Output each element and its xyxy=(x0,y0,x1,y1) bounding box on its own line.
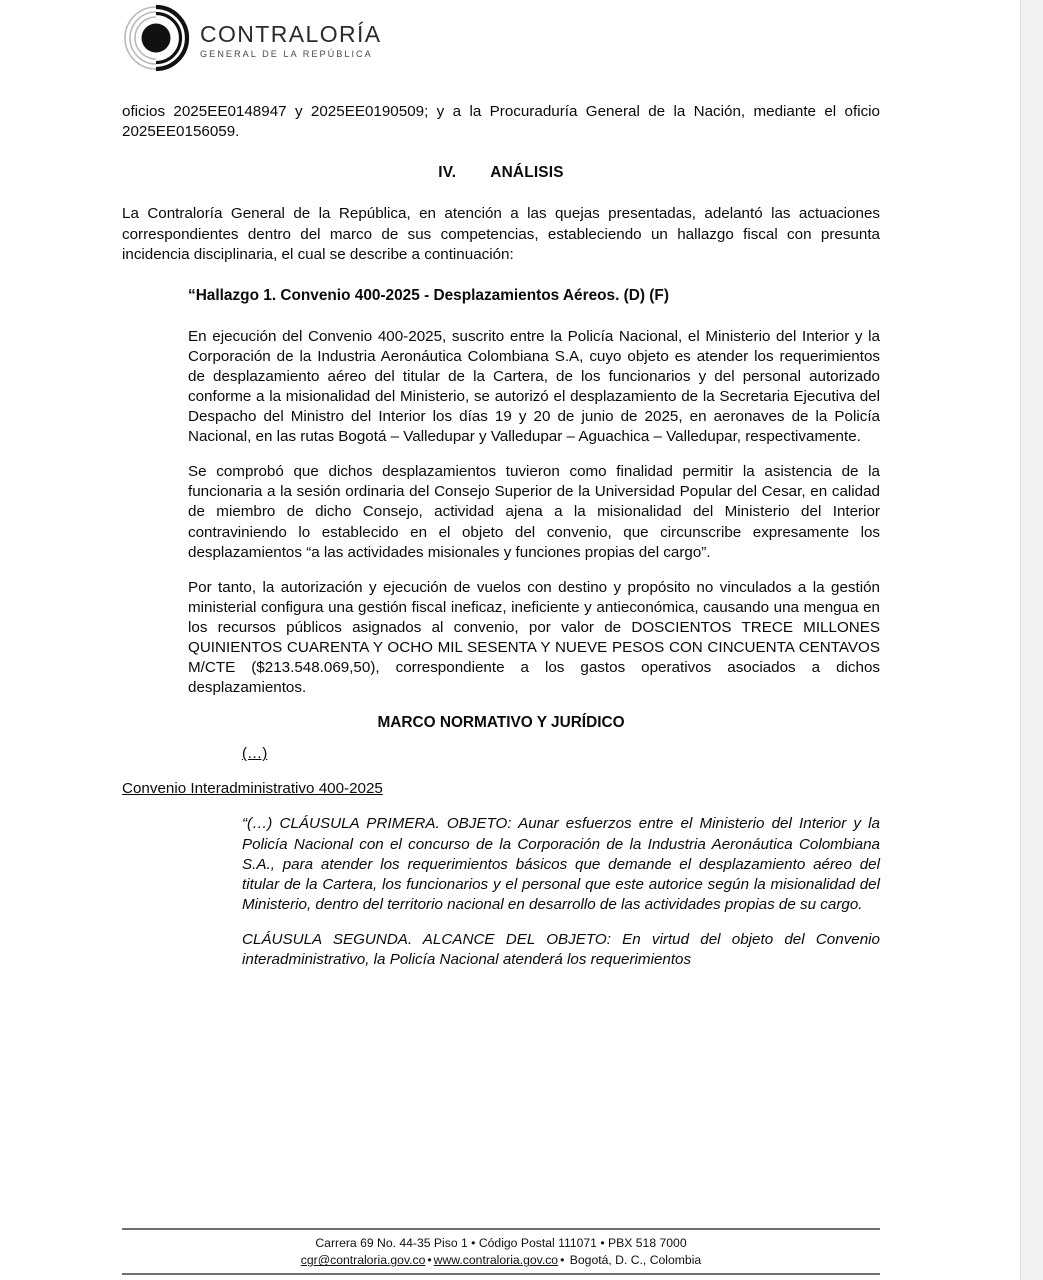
logo-wordmark-main: CONTRALORÍA xyxy=(200,20,382,47)
clausula-segunda: CLÁUSULA SEGUNDA. ALCANCE DEL OBJETO: En virtud del objeto del Convenio interadministrativo, la Policía Nacional atenderá los requerimientos xyxy=(242,930,880,968)
intro-paragraph: La Contraloría General de la República, en atención a las quejas presentadas, adelantó las actuaciones correspondientes dentro del marco de sus competencias, estableciendo un hallazgo fiscal con presunta incidencia disciplinaria, el cual se describe a continuación: xyxy=(122,205,880,263)
convenio-subheading-text: Convenio Interadministrativo 400-2025 xyxy=(122,780,383,798)
hallazgo-paragraph-3: Por tanto, la autorización y ejecución de vuelos con destino y propósito no vinculados a la gestión ministerial configura una gestión fiscal ineficaz, ineficiente y antieconómica, causando una mengua en los recursos públicos asignados al convenio, por valor de DOSCIENTOS TRECE MILLONES QUINIENTOS CUARENTA Y OCHO MIL SESENTA Y NUEVE PESOS CON CINCUENTA CENTAVOS M/CTE ($213.548.069,50), correspondiente a los gastos operativos asociados a dichos desplazamientos. xyxy=(188,578,880,696)
hallazgo-paragraph-1: En ejecución del Convenio 400-2025, suscrito entre la Policía Nacional, el Ministerio del Interior y la Corporación de la Industria Aeronáutica Colombiana S.A, cuyo objeto es atender los requerimientos de desplazamiento aéreo del titular de la Cartera, de los funcionarios y del personal autorizado conforme a la misionalidad del Ministerio, se autorizó el desplazamiento de la Secretaria Ejecutiva del Despacho del Ministro del Interior los días 19 y 20 de junio de 2025, en aeronaves de la Policía Nacional, en las rutas Bogotá – Valledupar y Valledupar – Aguachica – Valledupar, respectivamente. xyxy=(188,327,880,446)
hallazgo-title: “Hallazgo 1. Convenio 400-2025 - Desplazamientos Aéreos. (D) (F) xyxy=(188,286,669,304)
ellipsis-marker xyxy=(122,744,880,764)
convenio-subheading xyxy=(122,779,880,799)
footer-email-link[interactable]: cgr@contraloria.gov.co xyxy=(300,1253,426,1268)
footer-website-link[interactable]: www.contraloria.gov.co xyxy=(433,1253,559,1268)
footer-address-line: Carrera 69 No. 44-35 Piso 1 • Código Postal 111071 • PBX 518 7000 xyxy=(315,1236,687,1250)
marco-normativo-heading: MARCO NORMATIVO Y JURÍDICO xyxy=(377,714,625,732)
footer-rule-top xyxy=(122,1228,880,1230)
logo-wordmark-sub: GENERAL DE LA REPÚBLICA xyxy=(200,48,373,59)
footer-contact-line xyxy=(122,1252,880,1269)
page-content xyxy=(122,0,880,970)
clausula-primera: “(…) CLÁUSULA PRIMERA. OBJETO: Aunar esfuerzos entre el Ministerio del Interior y la Policía Nacional con el concurso de la Corporación de la Industria Aeronáutica Colombiana S.A., para atender los requerimientos básicos que demande el desplazamiento aéreo del titular de la Cartera, los funcionarios y el personal que este autorice según la misionalidad del Ministerio, dentro del territorio nacional en desarrollo de las actividades propias de su cargo. xyxy=(242,815,880,913)
ellipsis-marker-text: (…) xyxy=(242,745,268,763)
section-title: ANÁLISIS xyxy=(490,164,564,182)
footer-separator-1: • xyxy=(427,1253,432,1268)
viewer-gutter xyxy=(1020,0,1043,1280)
page-footer xyxy=(122,1228,880,1275)
section-numeral: IV. xyxy=(438,164,457,182)
section-heading-analisis xyxy=(122,163,880,183)
footer-city: Bogotá, D. C., Colombia xyxy=(569,1253,702,1268)
continued-paragraph: oficios 2025EE0148947 y 2025EE0190509; y a la Procuraduría General de la Nación, mediante el oficio 2025EE0156059. xyxy=(122,103,880,141)
logo-wordmark xyxy=(200,17,382,59)
footer-rule-bottom xyxy=(122,1273,880,1275)
contraloria-circular-logo-icon xyxy=(122,4,190,72)
letterhead xyxy=(122,0,880,76)
footer-separator-2: • xyxy=(560,1253,565,1268)
document-body xyxy=(122,76,880,970)
hallazgo-paragraph-2: Se comprobó que dichos desplazamientos tuvieron como finalidad permitir la asistencia de la funcionaria a la sesión ordinaria del Consejo Superior de la Universidad Popular del Cesar, en calidad de miembro de dicho Consejo, actividad ajena a la misionalidad del Ministerio del Interior contraviniendo lo establecido en el objeto del convenio, que circunscribe expresamente los desplazamientos “a las actividades misionales y funciones propias del cargo”. xyxy=(188,463,880,561)
